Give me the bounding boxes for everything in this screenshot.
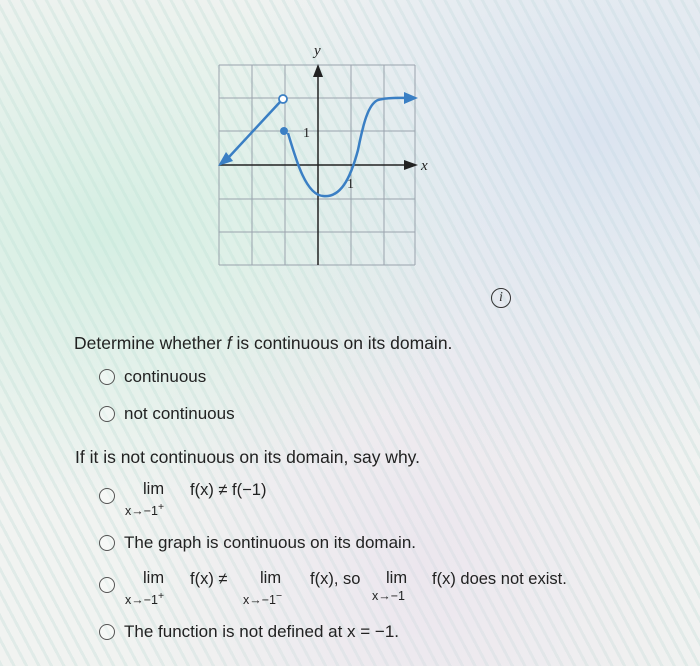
left-line-segment [229,102,280,157]
option-b-label[interactable]: The graph is continuous on its domain. [124,533,417,552]
option-c-expr-3: f(x) does not exist. [432,570,567,588]
x-axis-arrow [404,160,418,170]
graph-axes [219,72,410,265]
option-c-expr-1: f(x) ≠ [190,570,228,588]
option-c-lim-2: lim [260,569,282,587]
option-a-expr: f(x) ≠ f(−1) [190,481,267,499]
option-c-sub1-text: x→−1 [125,593,159,608]
open-endpoint [279,95,287,103]
question1-prompt-var: f [226,333,232,353]
radio-option-b[interactable] [99,535,115,551]
question1-prompt [74,333,452,354]
x-axis-label: x [421,158,428,174]
option-c-sub2-text: x→−1 [243,593,277,608]
option-a-sub-text: x→−1 [125,504,159,519]
option-c-lim-1-sub [125,591,164,607]
radio-option-a[interactable] [99,488,115,504]
info-icon[interactable]: i [491,288,511,308]
option-c-expr-2: f(x), so [310,570,361,588]
option-c-lim-3: lim [386,569,408,587]
y-axis-label: y [314,43,321,59]
option-c-sup1-text: + [158,591,165,602]
option-d-label[interactable]: The function is not defined at x = −1. [124,622,400,641]
option-c-lim-3-sub: x→−1 [372,589,406,603]
x-tick-label-1: 1 [347,177,354,192]
radio-option-c[interactable] [99,577,115,593]
question1-prompt-before: Determine whether [74,333,227,353]
function-graph [200,40,440,280]
option-a-lim: lim [143,480,165,498]
option-a-lim-sub [125,502,164,518]
radio-continuous[interactable] [99,369,115,385]
radio-option-d[interactable] [99,624,115,640]
y-axis-arrow [313,64,323,77]
option-not-continuous-label[interactable]: not continuous [124,404,235,423]
radio-not-continuous[interactable] [99,406,115,422]
right-curve-arrow [404,92,418,104]
y-tick-label-1: 1 [303,126,310,141]
option-continuous-label[interactable]: continuous [124,367,207,386]
option-c-lim-2-sub [243,591,282,607]
filled-point [280,127,288,135]
option-c-lim-1: lim [143,569,165,587]
question2-prompt: If it is not continuous on its domain, say why. [75,447,420,467]
option-c-sup2-text: − [276,591,283,602]
question1-prompt-after: is continuous on its domain. [231,333,453,353]
option-a-sup-text: + [158,502,165,513]
